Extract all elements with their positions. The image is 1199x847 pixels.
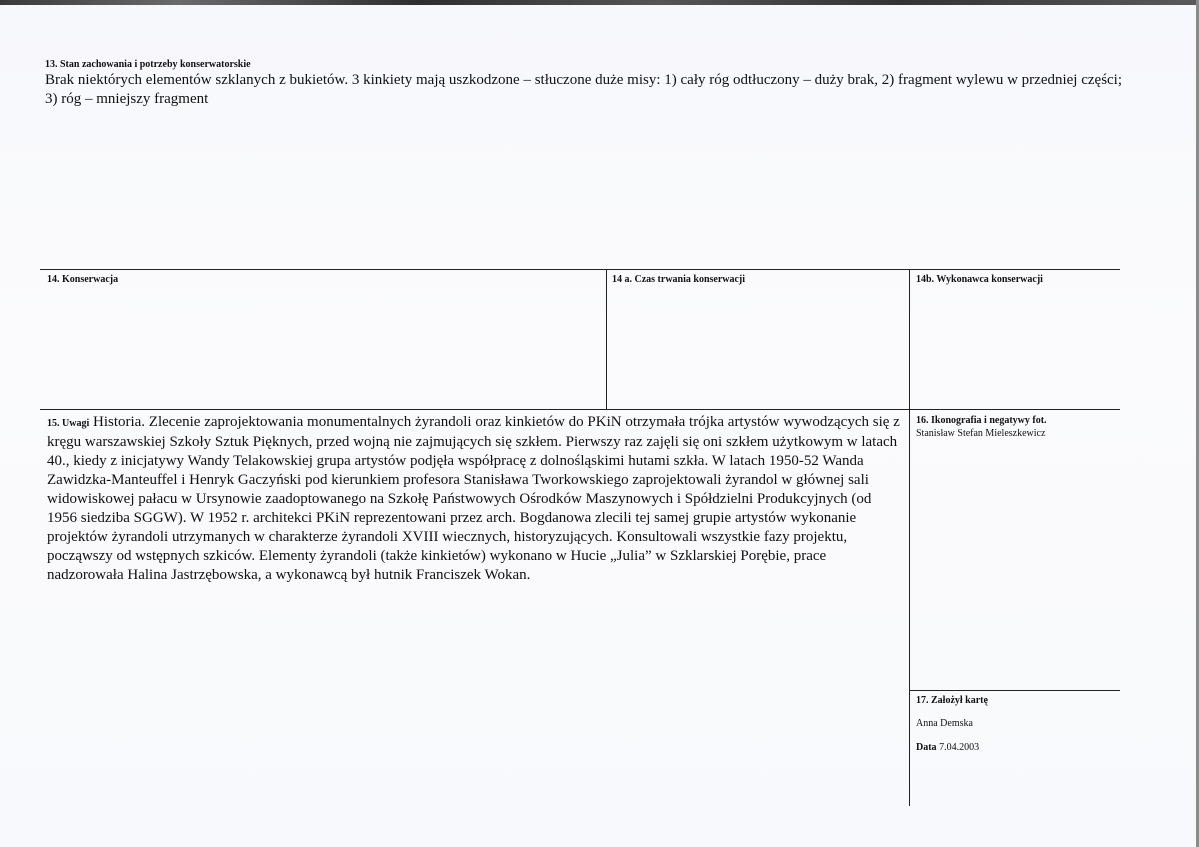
- section-15-label: 15. Uwagi: [47, 418, 90, 429]
- column-divider-2: [909, 269, 910, 806]
- section-16-value: Stanisław Stefan Mieleszkewicz: [916, 428, 1046, 439]
- table-top-border: [40, 269, 1120, 270]
- row-divider: [40, 409, 1120, 410]
- section-14-label: 14. Konserwacja: [47, 274, 119, 285]
- section-14a-label: 14 a. Czas trwania konserwacji: [612, 274, 746, 285]
- section-17-date-label: Data: [916, 742, 937, 753]
- section-17-date-value: 7.04.2003: [939, 742, 980, 753]
- section-14b-label: 14b. Wykonawca konserwacji: [916, 274, 1043, 285]
- section-17-card-author: [916, 695, 1116, 753]
- section-13-label: 13. Stan zachowania i potrzeby konserwatorskie: [45, 59, 251, 70]
- section-15-text: Historia. Zlecenie zaprojektowania monumentalnych żyrandoli oraz kinkietów do PKiN otrzymała trójka artystów wywodzących się z kręgu warszawskiej Szkoły Sztuk Pięknych, przed wojną nie zajmujących się szkłem. Pierwszy raz zajęli się oni szkłem użytkowym w latach 40., kiedy z inicjatywy Wandy Telakowskiej grupa artystów podjęła współpracę z dolnośląskimi hutami szkła. W latach 1950-52 Wanda Zawidzka-Manteuffel i Henryk Gaczyński pod kierunkiem profesora Stanisława Tworkowskiego zaprojektowali żyrandol w głównej sali widowiskowej pałacu w Ursynowie zaadoptowanego na Szkołę Państwowych Ośrodków Maszynowych i Spółdzielni Produkcyjnych (od 1956 siedziba SGGW). W 1952 r. architekci PKiN reprezentowani przez arch. Bogdanowa zlecili tej samej grupie artystów wykonanie projektów żyrandoli utrzymanych w charakterze żyrandoli XVIII wiecznych, historyzujących. Konsultowali wszystkie fazy projektu, począwszy od wstępnych szkiców. Elementy żyrandoli (także kinkietów) wykonano w Hucie „Julia” w Szklarskiej Porębie, prace nadzorowała Halina Jastrzębowska, a wykonawcą był hutnik Franciszek Wokan.: [47, 414, 900, 583]
- section-13-text: Brak niektórych elementów szklanych z bukietów. 3 kinkiety mają uszkodzone – stłuczone duże misy: 1) cały róg odtłuczony – duży brak, 2) fragment wylewu w przedniej części; 3) róg – mniejszy fragment: [45, 72, 1123, 107]
- section-16-iconography: [916, 415, 1116, 439]
- section-17-date: [916, 742, 1116, 753]
- section-13-condition: [45, 59, 1125, 109]
- section-17-author: Anna Demska: [916, 718, 973, 729]
- section-17-top-border: [909, 690, 1120, 691]
- section-16-label: 16. Ikonografia i negatywy fot.: [916, 415, 1047, 426]
- column-divider-1: [606, 269, 607, 409]
- section-17-label: 17. Założył kartę: [916, 695, 988, 706]
- section-15-remarks: [47, 413, 905, 585]
